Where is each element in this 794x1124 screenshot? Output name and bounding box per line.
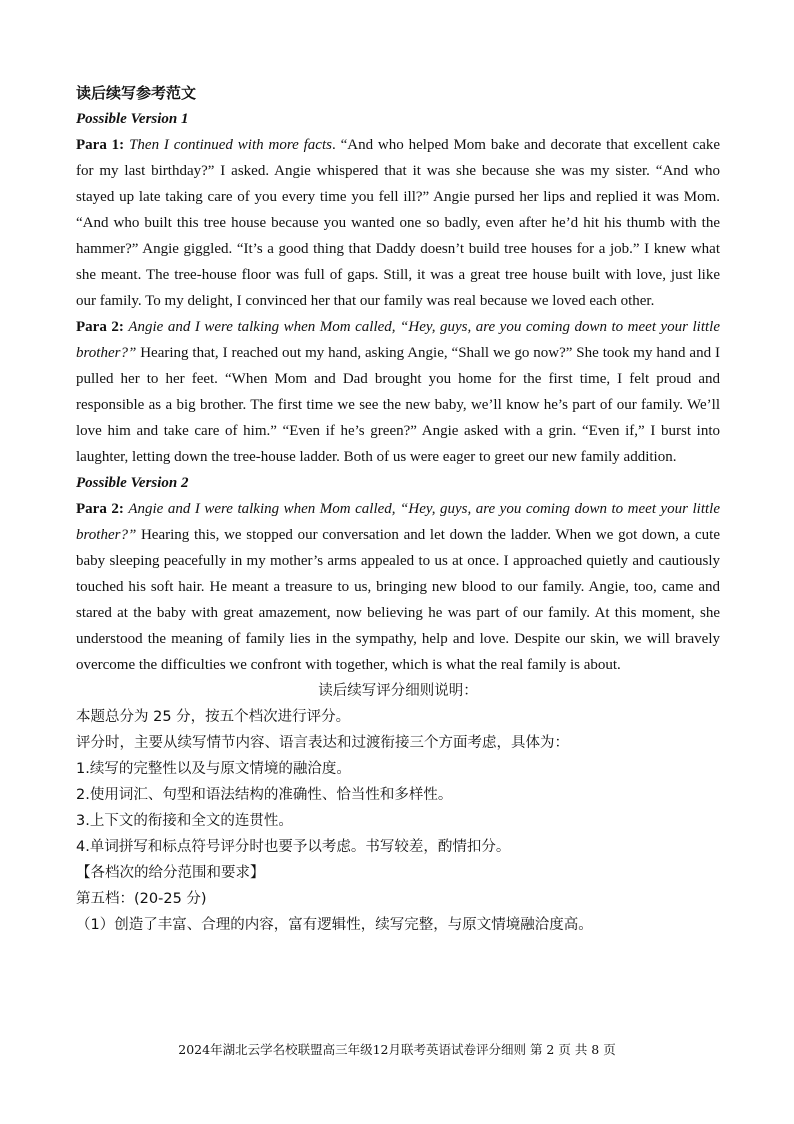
rules-line: 2.使用词汇、句型和语法结构的准确性、恰当性和多样性。	[76, 787, 453, 803]
rules-line: 1.续写的完整性以及与原文情境的融洽度。	[76, 761, 351, 777]
rules-title: 读后续写评分细则说明：	[318, 683, 478, 699]
page-footer: 2024年湖北云学名校联盟高三年级12月联考英语试卷评分细则 第 2 页 共 8 页	[178, 1042, 616, 1057]
rules-line: （1）创造了丰富、合理的内容，富有逻辑性，续写完整，与原文情境融洽度高。	[76, 917, 593, 933]
rules-line: 3.上下文的衔接和全文的连贯性。	[76, 813, 293, 829]
para-text: . “And who helped Mom bake and decorate that excellent cake for my last birthday?” I asked. Angie whispered that it was she because she was my sister. “And who stayed up late taking care of you every time you fell ill?” Angie pursed her lips and replied it was Mom. “And who built this tree house because you wanted one so badly, even after he’d hit his thumb with the hammer?” Angie giggled. “It’s a good thing that Daddy doesn’t build tree houses for a job.” I knew what she meant. The tree-house floor was full of gaps. Still, it was a great tree house built with love, just like our family. To my delight, I convinced her that our family was real because we loved each other.	[76, 137, 721, 309]
version-2-para-2	[76, 496, 720, 678]
rules-line: 第五档：(20-25 分)	[76, 891, 207, 907]
version-1-para-1	[76, 132, 720, 314]
para-lead: Angie and I were talking when Mom called, “Hey, guys, are you coming down to meet your little brother?”	[76, 319, 720, 361]
para-label: Para 1:	[76, 137, 125, 153]
para-lead: Angie and I were talking when Mom called, “Hey, guys, are you coming down to meet your little brother?”	[76, 501, 720, 543]
para-label: Para 2:	[76, 501, 124, 517]
para-text: Hearing this, we stopped our conversation and let down the ladder. When we got down, a cute baby sleeping peacefully in my mother’s arms appealed to us at once. I approached quietly and cautiously touched his soft hair. He meant a treasure to us, bringing new blood to our family. Angie, too, came and stared at the baby with great amazement, now believing he was part of our family. At this moment, she understood the meaning of family lies in the sympathy, help and love. Despite our skin, we will bravely overcome the difficulties we confront with together, which is what the real family is about.	[76, 527, 720, 673]
version-2-title: Possible Version 2	[76, 475, 189, 491]
rules-line: 4.单词拼写和标点符号评分时也要予以考虑。书写较差，酌情扣分。	[76, 839, 511, 855]
version-1-para-2	[76, 314, 720, 470]
section-heading: 读后续写参考范文	[76, 84, 197, 102]
rules-line: 【各档次的给分范围和要求】	[76, 865, 265, 881]
version-1-title: Possible Version 1	[76, 111, 189, 127]
rules-line: 本题总分为 25 分，按五个档次进行评分。	[76, 709, 351, 725]
para-label: Para 2:	[76, 319, 124, 335]
para-text: Hearing that, I reached out my hand, asking Angie, “Shall we go now?” She took my hand and I pulled her to her feet. “When Mom and Dad brought you home for the first time, I felt proud and responsible as a big brother. The first time we see the new baby, we’ll know he’s part of our family. We’ll love him and take care of him.” “Even if he’s green?” Angie asked with a grin. “Even if,” I burst into laughter, letting down the tree-house ladder. Both of us were eager to greet our new family addition.	[76, 345, 720, 465]
rules-line: 评分时，主要从续写情节内容、语言表达和过渡衔接三个方面考虑，具体为：	[76, 735, 569, 751]
para-lead: Then I continued with more facts	[129, 137, 332, 153]
